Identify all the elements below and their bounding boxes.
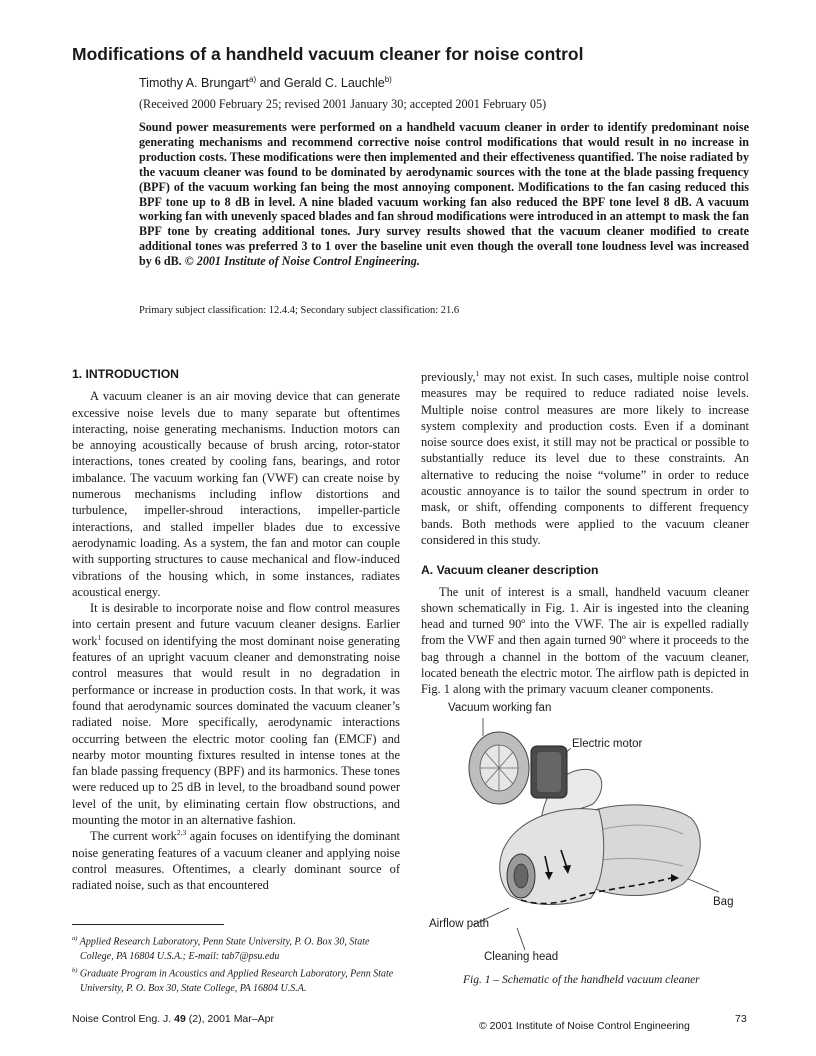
paragraph-text: previously, — [421, 370, 476, 384]
fig-label-bag: Bag — [713, 896, 734, 908]
leader-line-head — [517, 928, 525, 950]
paragraph-text: may not exist. In such cases, multiple noise control measures may be required to reduce radiated noise levels. Multiple noise control measures are more likely to increase system complexity and production costs. Even if a dominant noise source does exist, it still may not be practical or possible to substantially reduce its level due to these constraints. An alternative to reducing the noise “volume” in order to reduce acoustic annoyance is to tailor the sound spectrum in order to mask, or shift, offending components to different frequency bands. Both methods were applied to the vacuum cleaner considered in this study. — [421, 370, 749, 547]
paper-title: Modifications of a handheld vacuum cleaner for noise control — [72, 44, 584, 64]
journal-name: Noise Control Eng. J. — [72, 1013, 175, 1025]
journal-volume: 49 — [174, 1013, 186, 1025]
subject-classification: Primary subject classification: 12.4.4; Secondary subject classification: 21.6 — [139, 305, 460, 316]
figure-vacuum-schematic — [421, 700, 751, 968]
page-number: 73 — [735, 1013, 747, 1025]
fig-label-fan: Vacuum working fan — [448, 702, 552, 714]
paragraph-text: again focuses on identifying the dominant noise generating features of a vacuum cleaner and applying noise control measures. Oftentimes, a clearly dominant source of radiated noise, such as that encountered — [72, 829, 400, 893]
received-dates: (Received 2000 February 25; revised 2001 January 30; accepted 2001 February 05) — [139, 97, 547, 111]
reference-mark: 1 — [475, 368, 480, 378]
left-column — [72, 366, 400, 894]
figure-caption: Fig. 1 – Schematic of the handheld vacuum cleaner — [463, 974, 700, 986]
bag-shape — [589, 805, 700, 896]
reference-mark: 1 — [97, 632, 102, 642]
paragraph-text: The current work — [90, 829, 177, 844]
author-list — [139, 75, 392, 90]
body-paragraph: A vacuum cleaner is an air moving device that can generate excessive noise levels due to many separate but oftentimes interacting, noise generating mechanisms. Induction motors can be annoying acoustically because of brush arcing, rotor-stator interactions, tones created by cooling fans, bearings, and rotor imbalance. The vacuum working fan (VWF) can create noise by numerous mechanisms including inflow distortions and turbulence, impeller-shroud interactions, impeller-particle interactions, and stalled impeller blades due to excessive aerodynamic loading. As a system, the fan and motor can couple with supporting structures to cause mechanical and flow-induced vibrations of the housing which, in some instances, radiates acoustical energy. — [72, 389, 400, 599]
abstract-copyright: © 2001 Institute of Noise Control Engineering. — [184, 254, 420, 269]
journal-citation — [72, 1013, 274, 1025]
fig-label-head: Cleaning head — [484, 951, 559, 963]
fig-label-motor: Electric motor — [572, 738, 643, 750]
body-paragraph — [72, 828, 400, 893]
footnote-mark: b) — [72, 967, 78, 975]
journal-issue: (2), 2001 Mar–Apr — [185, 1013, 274, 1025]
author-joiner: and — [256, 76, 284, 91]
body-paragraph — [72, 600, 400, 828]
affiliation-mark: b) — [384, 75, 392, 84]
right-column — [421, 369, 749, 698]
footnote-mark: a) — [72, 935, 78, 942]
body-paragraph: The unit of interest is a small, handheld vacuum cleaner shown schematically in Fig. 1. Air is ingested into the cleaning head and turned 90º into the VWF. The air is expelled radially from the VWF and then again turned 90º where it proceeds to the bag through a channel in the bottom of the vacuum cleaner, located beneath the electric motor. The airflow path is depicted in Fig. 1 along with the primary vacuum cleaner components. — [421, 584, 749, 697]
author-name: Gerald C. Lauchle — [283, 76, 385, 91]
paragraph-text: focused on identifying the most dominant noise generating features of an upright vacuum cleaner and demonstrating noise control measures that would result in no degradation in performance or increase in production costs. In that work, it was found that aerodynamic sources dominated the vacuum cleaner’s radiated noise. More specifically, aerodynamic interactions occurring between the electric motor cooling fan (EMCF) and nearby motor mounting fixtures resulted in intense tones at the fan blade passing frequency (BPF) and its harmonics. These tones were reduced up to 25 dB in level, to the broadband sound power level of the unit, by eliminating certain flow obstructions, and mounting the motor in an alternative fashion. — [72, 633, 400, 828]
footnotes — [72, 932, 402, 997]
footer-copyright: © 2001 Institute of Noise Control Engineering — [479, 1020, 690, 1032]
footnote — [72, 932, 402, 964]
author-name: Timothy A. Brungart — [139, 76, 249, 91]
subsection-heading: A. Vacuum cleaner description — [421, 563, 599, 578]
section-heading: 1. INTRODUCTION — [72, 367, 179, 381]
reference-mark: 2,3 — [176, 828, 187, 838]
footnote-text: Applied Research Laboratory, Penn State University, P. O. Box 30, State College, PA 16804 U.S.A.; E-mail: tab7@psu.edu — [77, 936, 370, 962]
abstract-text: Sound power measurements were performed on a handheld vacuum cleaner in order to identify predominant noise generating mechanisms and recommend corrective noise control modifications that would result in no increase in production costs. These modifications were then implemented and their effectiveness quantified. The noise radiated by the vacuum cleaner was found to be dominated by aerodynamic sources with the tone at the blade passing frequency (BPF) of the vacuum working fan being the most annoying component. Modifications to the fan casing reduced this BPF tone up to 8 dB in level. A nine bladed vacuum working fan also reduced the BPF tone level 8 dB. A vacuum working fan with unevenly spaced blades and fan shroud modifications were introduced in an attempt to mask the fan BPF tone by creating additional tones. Jury survey results showed that the vacuum cleaner modified to create additional tones was preferred 3 to 1 over the baseline unit even though the overall tone loudness level was increased by 6 dB. — [139, 120, 749, 269]
affiliation-mark: a) — [249, 75, 257, 84]
footnote-text: Graduate Program in Acoustics and Applied Research Laboratory, Penn State University, P. O. Box 30, State College, PA 16804 U.S.A. — [77, 968, 394, 995]
fig-label-airflow: Airflow path — [429, 918, 490, 930]
footnote — [72, 964, 402, 996]
paragraph-text: It is desirable to incorporate noise and flow control measures into certain present and future vacuum cleaner designs. Earlier work — [72, 601, 400, 648]
body-paragraph — [421, 369, 749, 548]
abstract — [139, 120, 749, 269]
footnote-divider — [72, 924, 224, 925]
